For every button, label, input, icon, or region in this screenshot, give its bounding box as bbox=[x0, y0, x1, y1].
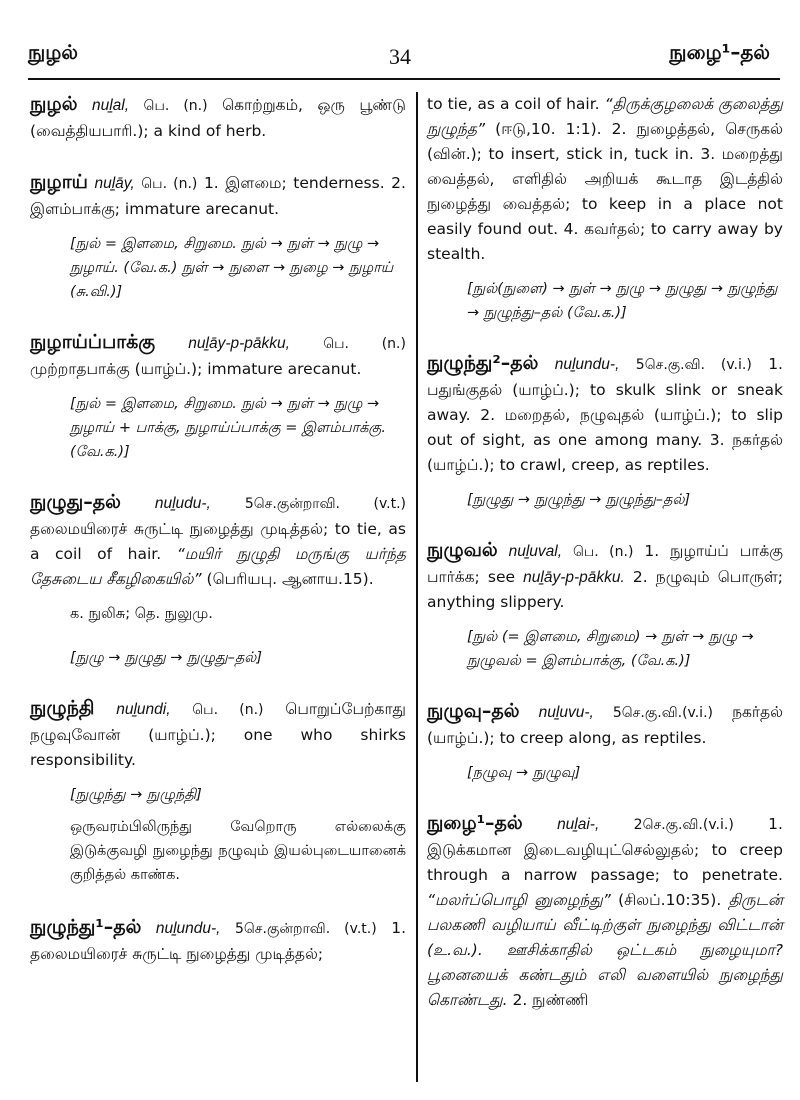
part-of-speech: பெ. (n.) bbox=[572, 544, 634, 560]
part-of-speech: 5செ.குன்றாவி. (v.t.) bbox=[235, 921, 377, 937]
dictionary-entry bbox=[427, 351, 783, 478]
citation: “மலர்ப்பொழி னுழைந்து” bbox=[427, 891, 611, 909]
definition-more: 2. நழுவும் பொருள்; anything slippery. bbox=[427, 568, 783, 611]
headword: நுழாய்ப்பாக்கு bbox=[30, 331, 156, 353]
definition: 1. இடுக்கமான இடைவழியுட்செல்லுதல்; to creep through a narrow passage; to penetrate. bbox=[427, 815, 783, 884]
cognates: க. நுலிசு; தெ. நுலுமு. bbox=[70, 606, 213, 622]
column-separator bbox=[416, 92, 418, 1082]
definition: to tie, as a coil of hair. bbox=[427, 95, 600, 113]
transliteration: nuḻundu-, bbox=[155, 920, 221, 937]
headword: நுழுந்து¹–தல் bbox=[30, 916, 142, 938]
transliteration: nuḻundi, bbox=[116, 701, 171, 718]
part-of-speech: பெ. (n.) bbox=[143, 98, 208, 114]
cross-reference: nuḻāy-p-pākku. bbox=[523, 569, 625, 586]
etymology: [நுழுந்து → நுழுந்தி] bbox=[70, 787, 202, 803]
page-number: 34 bbox=[389, 44, 411, 69]
transliteration: nuḻudu-, bbox=[154, 495, 211, 512]
part-of-speech: 5செ.குன்றாவி. (v.t.) bbox=[244, 496, 406, 512]
transliteration: nuḻāy-p-pākku, bbox=[188, 335, 290, 352]
etymology: [நுழு → நுழுது → நுழுது–தல்] bbox=[70, 650, 262, 666]
headword: நுழுவு–தல் bbox=[427, 700, 520, 722]
right-column bbox=[427, 92, 783, 1039]
definition: கொற்றுகம், ஒரு பூண்டு (வைத்தியபாரி.); a kind of herb. bbox=[30, 96, 406, 140]
part-of-speech: பெ. (n.) bbox=[141, 176, 198, 192]
headword: நுழுவல் bbox=[427, 539, 498, 561]
headword: நுழாய் bbox=[30, 171, 88, 193]
running-head-right: நுழை¹–தல் bbox=[669, 40, 770, 64]
dictionary-entry bbox=[30, 696, 406, 773]
definition: பொறுப்பேற்காது நழுவுவோன் (யாழ்ப்.); one who shirks responsibility. bbox=[30, 700, 406, 769]
etymology: [நுல் (= இளமை, சிறுமை) → நுள் → நுழு → நுழுவல் = இளம்பாக்கு, (வே.க.)] bbox=[467, 629, 754, 669]
headword: நுழை¹–தல் bbox=[427, 812, 523, 834]
entry-continuation bbox=[427, 92, 783, 267]
definition-more: 2. நுண்ணி bbox=[512, 991, 589, 1009]
usage-example: திருடன் பலகணி வழியாய் வீட்டிற்குள் நுழைந்து விட்டான் (உ.வ.). ஊசிக்காதில் ஒட்டகம் நுழையுமா? பூனையைக் கண்டதும் எலி வளையில் நுழைந்து கொண்டது. bbox=[427, 891, 783, 1009]
citation-source: (சிலப்.10:35). bbox=[618, 891, 722, 909]
citation: “திருக்குழலைக் குலைத்து நுழுந்த” bbox=[427, 95, 784, 138]
dictionary-entry bbox=[30, 170, 406, 222]
headword: நுழுந்து²–தல் bbox=[427, 352, 539, 374]
citation: “மயிர் நுழுதி மருங்கு யர்ந்த தேசுடைய சீகழிகையில்” bbox=[30, 545, 407, 588]
left-column bbox=[30, 92, 406, 993]
transliteration: nuḻundu-, bbox=[554, 356, 620, 373]
definition: தலைமயிரைச் சுருட்டி நுழைத்து முடித்தல்; to tie, as a coil of hair. bbox=[30, 520, 406, 563]
dictionary-entry bbox=[30, 490, 406, 592]
transliteration: nuḻuvu-, bbox=[538, 704, 594, 721]
etymology: [நுல் = இளமை, சிறுமை. நுல் → நுள் → நுழு → நுழாய். (வே.க.) நுள் → நுளை → நுழை → நுழாய் (சு.வி.)] bbox=[70, 236, 394, 300]
dictionary-entry bbox=[30, 92, 406, 144]
part-of-speech: 5செ.கு.வி. (v.i.) bbox=[635, 357, 752, 373]
dictionary-entry bbox=[427, 699, 783, 751]
etymology: [நுல்(நுளை) → நுள் → நுழு → நுழுது → நுழுந்து → நுழுந்து–தல் (வே.க.)] bbox=[467, 281, 778, 321]
definition: முற்றாதபாக்கு (யாழ்ப்.); immature arecanut. bbox=[30, 360, 362, 378]
definition: நகர்தல் (யாழ்ப்.); to creep along, as reptiles. bbox=[427, 703, 783, 747]
headword: நுழுது–தல் bbox=[30, 491, 121, 513]
header-rule bbox=[28, 78, 780, 80]
etymology: [நழுவு → நுழுவு] bbox=[467, 765, 581, 781]
part-of-speech: 5செ.கு.வி.(v.i.) bbox=[612, 705, 713, 721]
part-of-speech: பெ. (n.) bbox=[192, 702, 264, 718]
definition: 1. தலைமயிரைச் சுருட்டி நுழைத்து முடித்தல்; bbox=[30, 919, 406, 963]
transliteration: nuḻai-, bbox=[557, 816, 600, 833]
part-of-speech: பெ. (n.) bbox=[323, 336, 406, 352]
running-head-left: நுழல் bbox=[28, 40, 78, 64]
headword: நுழுந்தி bbox=[30, 697, 95, 719]
headword: நுழல் bbox=[30, 93, 78, 115]
transliteration: nuḻal, bbox=[91, 97, 130, 114]
citation-source: (பெரியபு. ஆனாய.15). bbox=[206, 570, 374, 588]
etymology: [நுல் = இளமை, சிறுமை. நுல் → நுள் → நுழு → நுழாய் + பாக்கு, நுழாய்ப்பாக்கு = இளம்பாக்கு. (வே.க.)] bbox=[70, 396, 386, 460]
dictionary-entry bbox=[427, 811, 783, 1013]
dictionary-entry bbox=[30, 330, 406, 382]
transliteration: nuḻuval, bbox=[508, 543, 563, 560]
dictionary-entry bbox=[427, 538, 783, 615]
definition-more: (ஈடு,10. 1:1). 2. நுழைத்தல், செருகல் (வின்.); to insert, stick in, tuck in. 3. மறைத்து வைத்தல், எளிதில் அறியக் கூடாத இடத்தில் நுழைத்து வைத்தல்; to keep in a place not easily found out. 4. கவர்தல்; to carry away by stealth. bbox=[427, 120, 783, 263]
part-of-speech: 2செ.கு.வி.(v.i.) bbox=[633, 817, 734, 833]
definition: 1. நுழாய்ப் பாக்கு பார்க்க; see bbox=[427, 542, 783, 586]
dictionary-entry bbox=[30, 915, 406, 967]
etymology: [நுழுது → நுழுந்து → நுழுந்து–தல்] bbox=[467, 492, 691, 508]
transliteration: nuḻāy, bbox=[94, 175, 135, 192]
usage-note: ஒருவரம்பிலிருந்து வேறொரு எல்லைக்கு இடுக்குவழி நுழைந்து நழுவும் இயல்புடையானைக் குறித்தல் காண்க. bbox=[70, 819, 406, 883]
definition: 1. பதுங்குதல் (யாழ்ப்.); to skulk slink or sneak away. 2. மறைதல், நழுவுதல் (யாழ்ப்.); to slip out of sight, as one among many. 3. நகர்தல் (யாழ்ப்.); to crawl, creep, as reptiles. bbox=[427, 355, 783, 474]
definition: 1. இளமை; tenderness. 2. இளம்பாக்கு; immature arecanut. bbox=[30, 174, 406, 218]
